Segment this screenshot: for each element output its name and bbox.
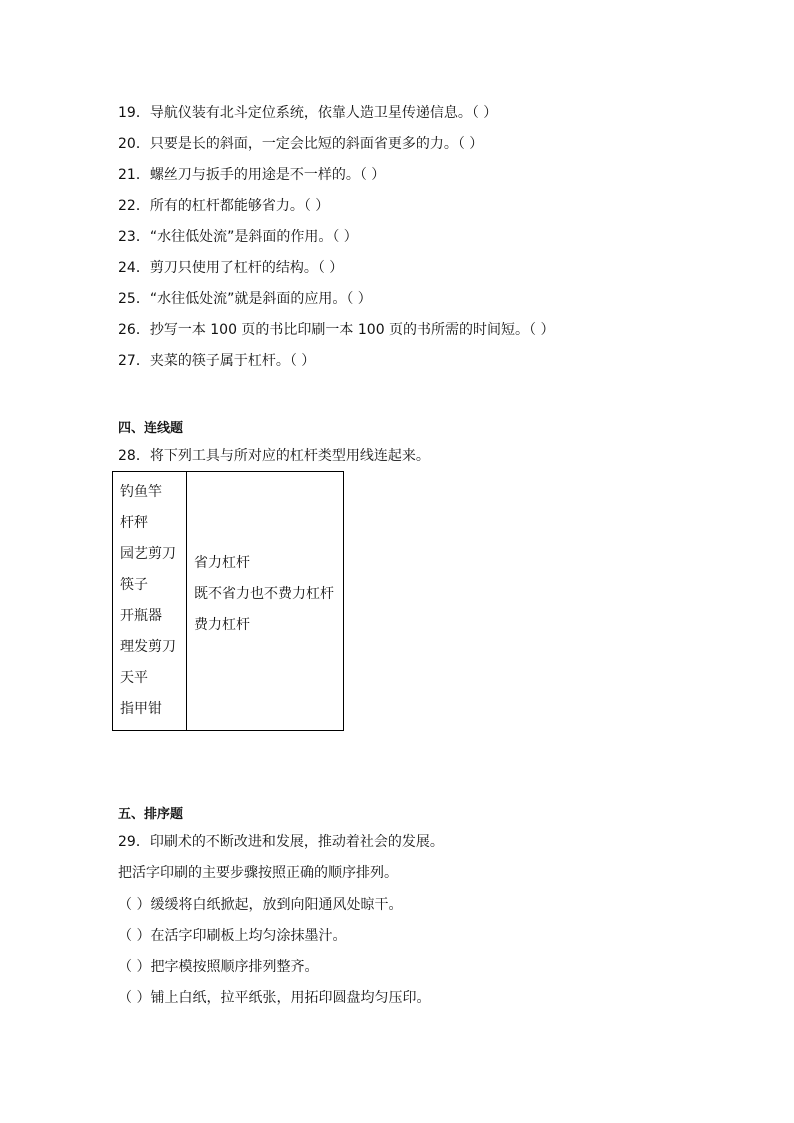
lever-type-item: 省力杠杆: [194, 554, 250, 571]
tool-item: 钓鱼竿: [120, 484, 162, 500]
tool-item: 指甲钳: [120, 701, 162, 717]
question-25: 25．“水往低处流”就是斜面的应用。（ ）: [118, 291, 372, 307]
tool-item: 理发剪刀: [120, 639, 176, 655]
section5-heading: 五、排序题: [118, 807, 184, 822]
question-22: 22．所有的杠杆都能够省力。（ ）: [118, 198, 330, 214]
question-21: 21．螺丝刀与扳手的用途是不一样的。（ ）: [118, 167, 386, 183]
ordering-step: （ ）缓缓将白纸掀起，放到向阳通风处晾干。: [118, 897, 403, 913]
tool-item: 杆秤: [120, 515, 148, 531]
section4-heading: 四、连线题: [118, 421, 184, 436]
tool-item: 天平: [120, 670, 148, 686]
question-23: 23．“水往低处流”是斜面的作用。（ ）: [118, 229, 358, 245]
lever-type-item: 费力杠杆: [194, 616, 250, 633]
lever-type-column: [187, 472, 343, 730]
question-19: 19．导航仪装有北斗定位系统，依靠人造卫星传递信息。（ ）: [118, 105, 498, 121]
question-20: 20．只要是长的斜面，一定会比短的斜面省更多的力。（ ）: [118, 136, 484, 152]
question-26: 26．抄写一本 100 页的书比印刷一本 100 页的书所需的时间短。（ ）: [118, 322, 555, 338]
tool-column: [113, 472, 187, 730]
tool-item: 园艺剪刀: [120, 546, 176, 562]
question-24: 24．剪刀只使用了杠杆的结构。（ ）: [118, 260, 344, 276]
matching-table: [112, 471, 344, 731]
tool-item: 筷子: [120, 577, 148, 593]
lever-type-item: 既不省力也不费力杠杆: [194, 585, 334, 602]
ordering-step: （ ）把字模按照顺序排列整齐。: [118, 959, 319, 975]
ordering-instruction: 把活字印刷的主要步骤按照正确的顺序排列。: [118, 865, 398, 881]
tool-item: 开瓶器: [120, 608, 162, 624]
question-27: 27．夹菜的筷子属于杠杆。（ ）: [118, 353, 316, 369]
question-29: 29．印刷术的不断改进和发展，推动着社会的发展。: [118, 834, 444, 850]
question-28: 28．将下列工具与所对应的杠杆类型用线连起来。: [118, 448, 430, 464]
ordering-step: （ ）铺上白纸，拉平纸张，用拓印圆盘均匀压印。: [118, 990, 431, 1006]
ordering-step: （ ）在活字印刷板上均匀涂抹墨汁。: [118, 928, 347, 944]
